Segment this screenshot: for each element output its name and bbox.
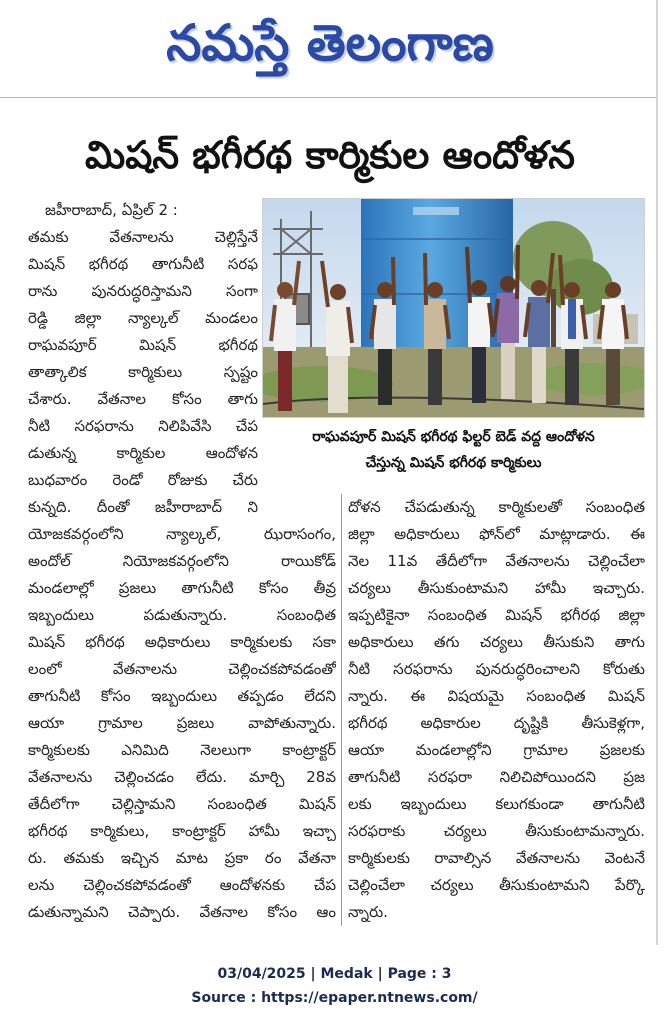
edition-info: 03/04/2025 | Medak | Page : 3 — [217, 966, 452, 982]
article-line: సరఫరాకు చర్యలు తీసుకుంటామన్నారు. — [348, 822, 645, 840]
article-line: న్నారు. — [348, 903, 388, 921]
article-line: చెల్లించేలా చర్యలు తీసుకుంటామని పేర్కొ — [348, 876, 645, 894]
masthead-rule — [0, 97, 656, 98]
column-divider — [341, 494, 342, 926]
article-line: రాను పునరుద్ధరిస్తామని సంగా — [28, 282, 258, 300]
photo-caption — [262, 424, 645, 476]
article-line: ఇబ్బందులు పడుతున్నారు. సంబంధిత — [28, 606, 336, 624]
article-line: భగీరథ కార్మికులు, కాంట్రాక్టర్ హామీ ఇచ్చా — [28, 822, 336, 840]
photo-caption-line: రాఘవపూర్ మిషన్ భగీరథ ఫిల్టర్ బెడ్ వద్ద ఆందోళన — [312, 429, 595, 445]
article-line: చర్యలు తీసుకుంటామని హామీ ఇచ్చారు. — [348, 579, 645, 597]
article-line: మిషన్ భగీరథ అధికారులు కార్మికులకు సకా — [28, 633, 336, 651]
newspaper-masthead: నమస్తే తెలంగాణ — [166, 14, 494, 72]
article-line: తేదీలోగా చెల్లిస్తామని సంబంధిత మిషన్ — [28, 795, 336, 813]
article-line: లకు ఇబ్బందులు కలుగకుండా తాగునీటి — [348, 795, 645, 813]
article-line: కార్మికులకు రావాల్సిన వేతనాలను వెంటనే — [348, 849, 645, 867]
article-dateline: జహీరాబాద్, ఏప్రిల్ 2 : — [45, 201, 178, 219]
source-link[interactable]: Source : https://epaper.ntnews.com/ — [191, 990, 478, 1006]
article-line: కున్నది. దీంతో జహీరాబాద్ ని — [28, 498, 258, 516]
article-line: రాఘవపూర్ మిషన్ భగీరథ — [28, 336, 258, 354]
photo-caption-line: చేస్తున్న మిషన్ భగీరథ కార్మికులు — [365, 455, 542, 471]
article-column-right — [348, 494, 645, 926]
article-line: తాగునీటి సరఫరా నిలిచిపోయిందని ప్రజ — [348, 768, 645, 786]
article-line: ఆయా గ్రామాల ప్రజలు వాపోతున్నారు. — [28, 714, 336, 732]
article-line: నీటి సరఫరాను నిలిపివేసి చేప — [28, 417, 258, 435]
article-line: తమకు వేతనాలను చెల్లిస్తేనే — [28, 228, 258, 246]
article-line: డుతున్న కార్మికుల ఆందోళన — [28, 444, 258, 462]
article-line: బుధవారం రెండో రోజుకు చేరు — [28, 471, 258, 489]
article-line: రెడ్డి జిల్లా న్యాల్కల్ మండలం — [28, 309, 258, 327]
article-line: లంలో వేతనాలను చెల్లించకపోవడంతో — [28, 660, 336, 678]
article-line: వేతనాలను చెల్లించడం లేదు. మార్చి 28వ — [28, 768, 336, 786]
article-line: న్నారు. ఈ విషయమై సంబంధిత మిషన్ — [348, 687, 645, 705]
article-column-left-bottom — [28, 521, 336, 926]
article-line: డుతున్నామని చెప్పారు. వేతనాల కోసం ఆం — [28, 903, 336, 921]
article-line: చేశారు. వేతనాల కోసం తాగు — [28, 390, 258, 408]
article-line: యోజకవర్గంలోని న్యాల్కల్, ఝరాసంగం, — [28, 525, 336, 543]
page-edge — [656, 0, 658, 945]
protest-photo-image — [263, 199, 644, 417]
article-line: ఆయా మండలాల్లోని గ్రామాల ప్రజలకు — [348, 741, 645, 759]
article-line: దోళన చేపడుతున్న కార్మికులతో సంబంధిత — [348, 498, 645, 516]
article-column-left-top — [28, 197, 258, 521]
article-line: ఇప్పటికైనా సంబంధిత మిషన్ భగీరథ జిల్లా — [348, 606, 645, 624]
article-line: రు. తమకు ఇచ్చిన మాట ప్రకా రం వేతనా — [28, 849, 336, 867]
article-line: భగీరథ అధికారుల దృష్టికి తీసుకెళ్లగా, — [348, 714, 645, 732]
article-line: మిషన్ భగీరథ తాగునీటి సరఫ — [28, 255, 258, 273]
article-line: కార్మికులకు ఎనిమిది నెలలుగా కాంట్రాక్టర్ — [28, 741, 336, 759]
article-line: నీటి సరఫరాను పునరుద్ధరించాలని కోరుతు — [348, 660, 645, 678]
article-line: జిల్లా అధికారులు ఫోన్‌లో మాట్లాడారు. ఈ — [348, 525, 645, 543]
article-headline: మిషన్ భగీరథ కార్మికుల ఆందోళన — [85, 133, 575, 177]
article-line: మండలాల్లో ప్రజలు తాగునీటి కోసం తీవ్ర — [28, 579, 336, 597]
article-line: అధికారులు తగు చర్యలు తీసుకుని తాగు — [348, 633, 645, 651]
protest-photo — [262, 198, 645, 418]
article-line: తాత్కాలిక కార్మికులు స్పష్టం — [28, 363, 258, 381]
article-line: తాగునీటి కోసం ఇబ్బందులు తప్పడం లేదని — [28, 687, 336, 705]
article-line: అందోల్ నియోజకవర్గంలోని రాయికోడ్ — [28, 552, 336, 570]
article-line: నెల 11వ తేదీలోగా వేతనాలను చెల్లించేలా — [348, 552, 645, 570]
article-line: లను చెల్లించకపోవడంతో ఆందోళనకు చేప — [28, 876, 336, 894]
